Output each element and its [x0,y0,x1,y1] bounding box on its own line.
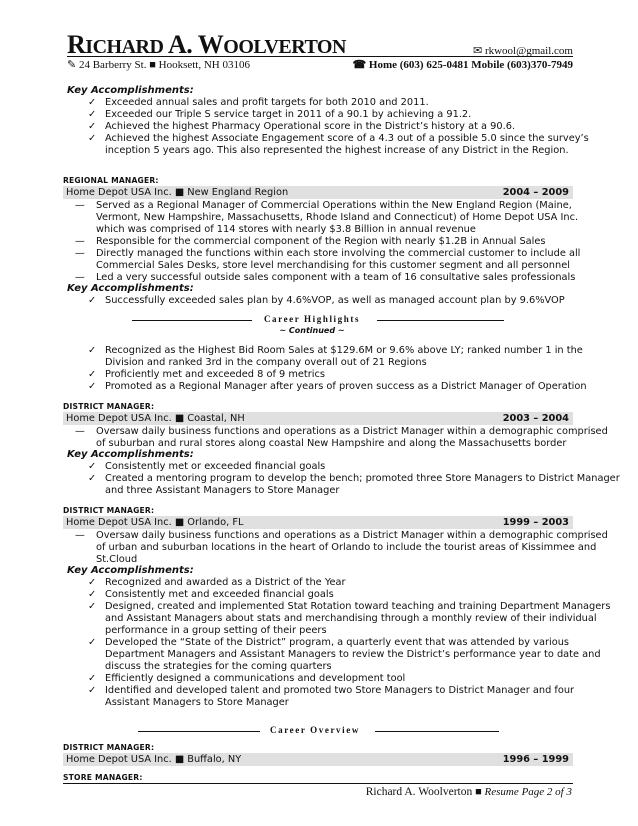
check-icon: ✓ [88,637,97,648]
envelope-icon: ✉ [472,45,483,57]
accomplishment-line: Assistant Managers to Store Manager [105,697,289,708]
duty-line: Vermont, New Hampshire, Massachusetts, Rhode Island and Connecticut) of Home Depot USA Inc. [96,212,579,223]
accomplishments-heading: Key Accomplishments: [67,449,194,460]
check-icon: ✓ [88,381,97,392]
employment-years: 1999 – 2003 [502,517,569,528]
check-icon: ✓ [88,673,97,684]
intro-line: Exceeded our Triple S service target in 2011 of a 90.1 by achieving a 91.2. [105,109,472,120]
career-highlights-heading: Career Highlights [263,314,361,324]
footer-page-number: Page 2 of 3 [521,786,572,798]
role-title: STORE MANAGER: [63,773,143,782]
heading-rule-right [377,320,504,321]
name-first-initial: R [67,30,86,59]
duty-line: St.Cloud [96,554,138,565]
role-title: DISTRICT MANAGER: [63,743,155,752]
check-icon: ✓ [88,369,97,380]
accomplishment-line: and Assistant Managers about stats and merchandising through a monthly review of their individual [105,613,597,624]
employer-bar [63,412,573,425]
address-text: 24 Barberry St. ■ Hooksett, NH 03106 [78,59,250,71]
name-last-initial: W [197,30,224,59]
highlight-line: Proficiently met and exceeded 8 of 9 metrics [105,369,326,380]
dash-icon: — [75,236,85,247]
check-icon: ✓ [88,345,97,356]
highlight-line: Recognized as the Highest Bid Room Sales at $129.6M or 9.6% above LY; ranked number 1 in the [105,345,583,356]
email-address[interactable]: rkwool@gmail.com [484,45,573,57]
phone-icon: ☎ [352,59,367,71]
header-rule [67,56,573,57]
accomplishment-line: discuss the strategies for the coming quarters [105,661,332,672]
phone-text: Home (603) 625-0481 Mobile (603)370-7949 [368,59,573,71]
dash-icon: — [75,530,85,541]
accomplishment-line: Developed the “State of the District” program, a quarterly event that was attended by various [105,637,570,648]
intro-line: Achieved the highest Associate Engagement score of a 4.3 out of a possible 5.0 since the survey’s [105,133,589,144]
check-icon: ✓ [88,589,97,600]
dash-icon: — [75,426,85,437]
footer-resume-label: ■ Resume [475,786,519,798]
intro-accomplishments-heading: Key Accomplishments: [67,85,194,96]
employer-bar [63,753,573,766]
check-icon: ✓ [88,577,97,588]
duty-line: of suburban and rural stores along coastal New Hampshire and along the Massachusetts border [96,438,567,449]
check-icon: ✓ [88,473,97,484]
duty-line: Directly managed the functions within each store involving the commercial customer to include all [96,248,581,259]
check-icon: ✓ [88,461,97,472]
check-icon: ✓ [88,109,97,120]
continued-label: ~ Continued ~ [279,326,345,335]
highlight-line: Promoted as a Regional Manager after years of proven success as a District Manager of Operation [105,381,587,392]
duty-line: Responsible for the commercial component of the Region with nearly $1.2B in Annual Sales [96,236,546,247]
intro-line: inception 5 years ago. This also represented the highest increase of any District in the Region. [105,145,569,156]
check-icon: ✓ [88,685,97,696]
name-last-rest: OOLVERTON [223,36,346,58]
accomplishment-line: Department Managers and Assistant Managers to review the District’s performance year to date and [105,649,601,660]
accomplishments-heading: Key Accomplishments: [67,565,194,576]
duty-line: which was comprised of 114 stores with nearly $3.8 Billion in annual revenue [96,224,476,235]
heading-rule-right [375,731,499,732]
check-icon: ✓ [88,601,97,612]
accomplishment-line: Identified and developed talent and promoted two Store Managers to District Manager and four [105,685,575,696]
accomplishment-line: Consistently met or exceeded financial goals [105,461,326,472]
employer-bar [63,516,573,529]
employer-name: Home Depot USA Inc. ■ Orlando, FL [66,517,244,528]
accomplishment-line: Created a mentoring program to develop the bench; promoted three Store Managers to District Manager [105,473,620,484]
check-icon: ✓ [88,133,97,144]
page-footer [366,786,572,798]
employer-name: Home Depot USA Inc. ■ Coastal, NH [66,413,245,424]
check-icon: ✓ [88,97,97,108]
accomplishment-line: Recognized and awarded as a District of the Year [105,577,346,588]
intro-line: Exceeded annual sales and profit targets for both 2010 and 2011. [105,97,429,108]
name-middle: A. [167,30,193,59]
check-icon: ✓ [88,295,97,306]
employer-name: Home Depot USA Inc. ■ Buffalo, NY [66,754,242,765]
dash-icon: — [75,200,85,211]
duty-line: Served as a Regional Manager of Commercial Operations within the New England Region (Maine, [96,200,572,211]
accomplishments-heading: Key Accomplishments: [67,283,194,294]
dash-icon: — [75,272,85,283]
highlight-line: Division and ranked 3rd in the company overall out of 21 Regions [105,357,427,368]
employment-years: 2004 – 2009 [502,187,569,198]
duty-line: of urban and suburban locations in the heart of Orlando to include the tourist areas of Kissimmee and [96,542,597,553]
accomplishment-line: Designed, created and implemented Stat Rotation toward teaching and training Department Managers [105,601,611,612]
footer-rule [63,783,573,784]
accomplishment-line: Efficiently designed a communications and development tool [105,673,406,684]
accomplishment-line: Consistently met and exceeded financial goals [105,589,334,600]
employment-years: 2003 – 2004 [502,413,569,424]
employment-years: 1996 – 1999 [502,754,569,765]
employer-bar [63,186,573,199]
check-icon: ✓ [88,121,97,132]
mailbox-icon: ✎ [67,59,77,71]
phone-line [352,58,573,71]
address-line [67,58,250,71]
accomplishment-line: Successfully exceeded sales plan by 4.6%VOP, as well as managed account plan by 9.6%VOP [105,295,565,306]
footer-name: Richard A. Woolverton [365,786,473,798]
accomplishment-line: performance in a group setting of their peers [105,625,327,636]
duty-line: Oversaw daily business functions and operations as a District Manager within a demographic comprised [96,530,608,541]
duty-line: Commercial Sales Desks, store level merchandising for this customer segment and all personnel [96,260,570,271]
employer-name: Home Depot USA Inc. ■ New England Region [66,187,289,198]
role-title: DISTRICT MANAGER: [63,402,155,411]
heading-rule-left [132,320,252,321]
career-overview-heading: Career Overview [270,725,360,735]
intro-line: Achieved the highest Pharmacy Operational score in the District’s history at a 90.6. [105,121,516,132]
dash-icon: — [75,248,85,259]
heading-rule-left [138,731,260,732]
role-title: REGIONAL MANAGER: [63,176,159,185]
role-title: DISTRICT MANAGER: [63,506,155,515]
duty-line: Led a very successful outside sales component with a team of 16 consultative sales professionals [96,272,576,283]
name-first-rest: ICHARD [85,36,164,58]
duty-line: Oversaw daily business functions and operations as a District Manager within a demographic comprised [96,426,608,437]
accomplishment-line: and three Assistant Managers to Store Manager [105,485,340,496]
